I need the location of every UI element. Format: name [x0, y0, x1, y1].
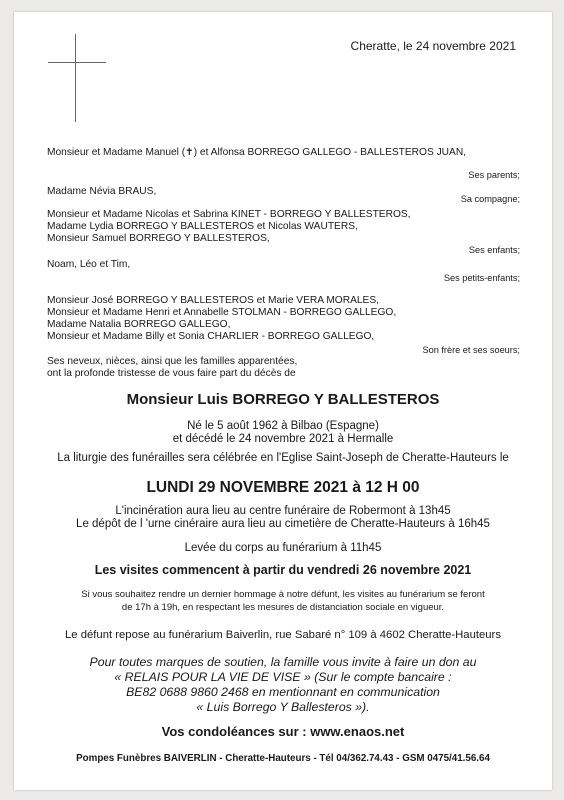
- deceased-name: Monsieur Luis BORREGO Y BALLESTEROS: [126, 391, 440, 408]
- donation-line-4: « Luis Borrego Y Ballesteros »).: [196, 700, 370, 714]
- grandchildren-line: Noam, Léo et Tim,: [47, 259, 131, 270]
- donation-line-1: Pour toutes marques de soutien, la famille vous invite à faire un don au: [89, 655, 477, 669]
- rest-line: Le défunt repose au funérarium Baiverlin, rue Sabaré n° 109 à 4602 Cheratte-Hauteurs: [65, 629, 501, 641]
- donation-line-2: « RELAIS POUR LA VIE DE VISE » (Sur le compte bancaire :: [114, 670, 452, 684]
- children-line-2: Madame Lydia BORREGO Y BALLESTEROS et Nicolas WAUTERS,: [47, 221, 358, 232]
- siblings-label: Son frère et ses soeurs;: [422, 345, 520, 355]
- deceased-born: Né le 5 août 1962 à Bilbao (Espagne): [187, 420, 379, 432]
- homage-line-1: Si vous souhaitez rendre un dernier hommage à notre défunt, les visites au funérarium se feront: [81, 589, 485, 600]
- grandchildren-label: Ses petits-enfants;: [443, 273, 520, 283]
- place-date: Cheratte, le 24 novembre 2021: [350, 39, 516, 53]
- companion-line: Madame Névia BRAUS,: [47, 186, 157, 197]
- parents-line: Monsieur et Madame Manuel (✝) et Alfonsa BORREGO GALLEGO - BALLESTEROS JUAN,: [47, 147, 467, 158]
- companion-label: Sa compagne;: [460, 194, 520, 204]
- closing-line-2: ont la profonde tristesse de vous faire part du décès de: [47, 368, 296, 379]
- lifting-line: Levée du corps au funérarium à 11h45: [184, 542, 382, 554]
- funeral-date: LUNDI 29 NOVEMBRE 2021 à 12 H 00: [146, 479, 420, 496]
- cross-icon: [75, 34, 76, 122]
- liturgy-line: La liturgie des funérailles sera célébrée en l'Eglise Saint-Joseph de Cheratte-Hauteurs le: [57, 452, 509, 464]
- children-line-3: Monsieur Samuel BORREGO Y BALLESTEROS,: [47, 233, 270, 244]
- cremation-line: L'incinération aura lieu au centre funéraire de Robermont à 13h45: [115, 505, 451, 517]
- condolences-link[interactable]: Vos condoléances sur : www.enaos.net: [161, 724, 405, 739]
- siblings-line-4: Monsieur et Madame Billy et Sonia CHARLIER - BORREGO GALLEGO,: [47, 331, 375, 342]
- children-label: Ses enfants;: [468, 245, 520, 255]
- visits-line: Les visites commencent à partir du vendredi 26 novembre 2021: [94, 563, 472, 577]
- obituary-sheet: [14, 12, 552, 790]
- deceased-died: et décédé le 24 novembre 2021 à Hermalle: [172, 433, 394, 445]
- parents-label: Ses parents;: [468, 170, 520, 180]
- donation-line-3: BE82 0688 9860 2468 en mentionnant en communication: [126, 685, 440, 699]
- siblings-line-2: Monsieur et Madame Henri et Annabelle STOLMAN - BORREGO GALLEGO,: [47, 307, 397, 318]
- siblings-line-3: Madame Natalia BORREGO GALLEGO,: [47, 319, 231, 330]
- children-line-1: Monsieur et Madame Nicolas et Sabrina KINET - BORREGO Y BALLESTEROS,: [47, 209, 411, 220]
- homage-line-2: de 17h à 19h, en respectant les mesures de distanciation sociale en vigueur.: [121, 602, 445, 613]
- closing-line-1: Ses neveux, nièces, ainsi que les familles apparentées,: [47, 356, 298, 367]
- footer-contact: Pompes Funèbres BAIVERLIN - Cheratte-Hauteurs - Tél 04/362.74.43 - GSM 0475/41.56.64: [76, 753, 490, 764]
- urn-line: Le dépôt de l 'urne cinéraire aura lieu au cimetière de Cheratte-Hauteurs à 16h45: [76, 518, 490, 530]
- cross-icon-bar: [48, 62, 106, 63]
- siblings-line-1: Monsieur José BORREGO Y BALLESTEROS et Marie VERA MORALES,: [47, 295, 379, 306]
